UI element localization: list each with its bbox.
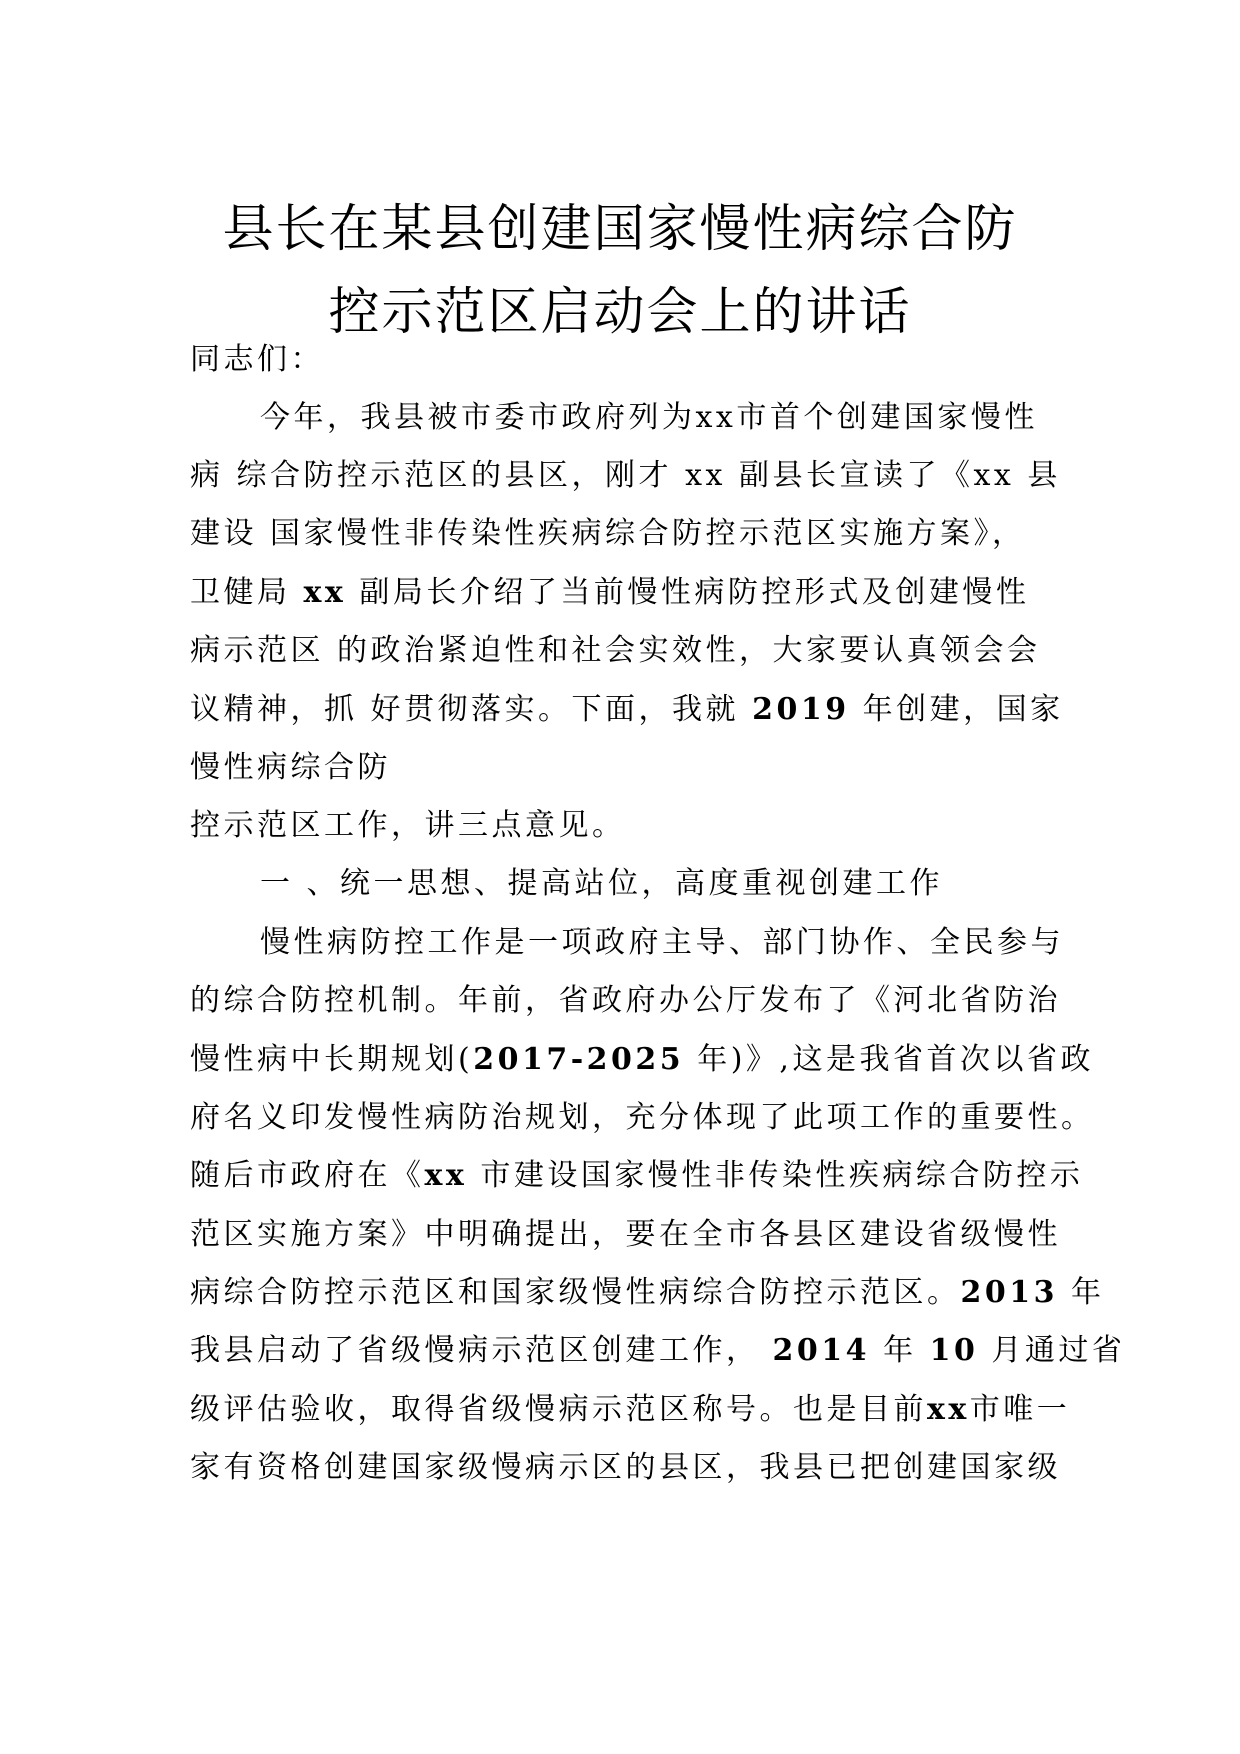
title-line-1: 县长在某县创建国家慢性病综合防 bbox=[222, 200, 1018, 259]
text-span: 副局长介绍了当前慢性病防控形式及创建慢性 bbox=[346, 575, 1030, 610]
text-span: 议精神，抓 好贯彻落实。下面，我就 bbox=[190, 692, 753, 727]
paragraph-2-line-6: 范区实施方案》中明确提出，要在全市各县区建设省级慢性 bbox=[190, 1217, 1061, 1252]
paragraph-1-line-5: 病示范区 的政治紧迫性和社会实效性，大家要认真领会会 bbox=[190, 633, 1041, 668]
text-span: 年 bbox=[870, 1333, 930, 1368]
text-span: 随后市政府在《 bbox=[190, 1158, 425, 1193]
text-span: 月通过省 bbox=[978, 1333, 1126, 1368]
text-span: 级评估验收，取得省级慢病示范区称号。也是目前 bbox=[190, 1392, 927, 1427]
bold-text-span: 2013 bbox=[960, 1275, 1058, 1310]
bold-text-span: 2014 bbox=[772, 1333, 871, 1368]
paragraph-2-line-9 bbox=[190, 1390, 1070, 1430]
paragraph-2-line-8 bbox=[190, 1331, 1125, 1371]
text-span: 年 bbox=[1058, 1275, 1105, 1310]
text-span: 我县启动了省级慢病示范区创建工作， bbox=[190, 1333, 773, 1368]
paragraph-2-line-4: 府名义印发慢性病防治规划，充分体现了此项工作的重要性。 bbox=[190, 1100, 1095, 1135]
section-heading-1: 一 、统一思想、提高站位，高度重视创建工作 bbox=[260, 866, 944, 901]
text-span: 病综合防控示范区和国家级慢性病综合防控示范区。 bbox=[190, 1275, 961, 1310]
text-span: 慢性病中长期规划( bbox=[190, 1042, 474, 1077]
paragraph-2-line-10: 家有资格创建国家级慢病示区的县区，我县已把创建国家级 bbox=[190, 1450, 1061, 1485]
title-line-2: 控示范区启动会上的讲话 bbox=[328, 283, 912, 342]
salutation: 同志们： bbox=[190, 342, 324, 377]
paragraph-1-line-2: 病 综合防控示范区的县区，刚才 xx 副县长宣读了《xx 县 bbox=[190, 458, 1061, 493]
text-span: 市建设国家慢性非传染性疾病综合防控示 bbox=[467, 1158, 1084, 1193]
paragraph-1-line-4 bbox=[190, 573, 1029, 613]
bold-text-span: 10 bbox=[929, 1333, 979, 1368]
paragraph-2-line-3 bbox=[190, 1040, 1094, 1080]
text-span: 卫健局 bbox=[190, 575, 304, 610]
bold-text-span: xx bbox=[927, 1392, 970, 1427]
paragraph-1-line-8: 控示范区工作，讲三点意见。 bbox=[190, 808, 626, 843]
bold-text-span: 2017-2025 bbox=[473, 1042, 685, 1077]
paragraph-2-line-2: 的综合防控机制。年前，省政府办公厅发布了《河北省防治 bbox=[190, 983, 1061, 1018]
bold-text-span: xx bbox=[424, 1158, 468, 1193]
paragraph-2-line-1: 慢性病防控工作是一项政府主导、部门协作、全民参与 bbox=[260, 925, 1064, 960]
paragraph-1-line-1: 今年，我县被市委市政府列为xx市首个创建国家慢性 bbox=[260, 400, 1038, 435]
text-span: 市唯一 bbox=[969, 1392, 1071, 1427]
paragraph-1-line-6 bbox=[190, 690, 1064, 730]
text-span: 年创建，国家 bbox=[849, 692, 1064, 727]
paragraph-2-line-7 bbox=[190, 1273, 1105, 1313]
paragraph-1-line-3: 建设 国家慢性非传染性疾病综合防控示范区实施方案》， bbox=[190, 516, 1026, 551]
paragraph-1-line-7: 慢性病综合防 bbox=[190, 750, 391, 785]
bold-text-span: xx bbox=[303, 575, 347, 610]
paragraph-2-line-5 bbox=[190, 1156, 1083, 1196]
text-span: 年)》,这是我省首次以省政 bbox=[684, 1042, 1094, 1077]
bold-text-span: 2019 bbox=[752, 692, 850, 727]
